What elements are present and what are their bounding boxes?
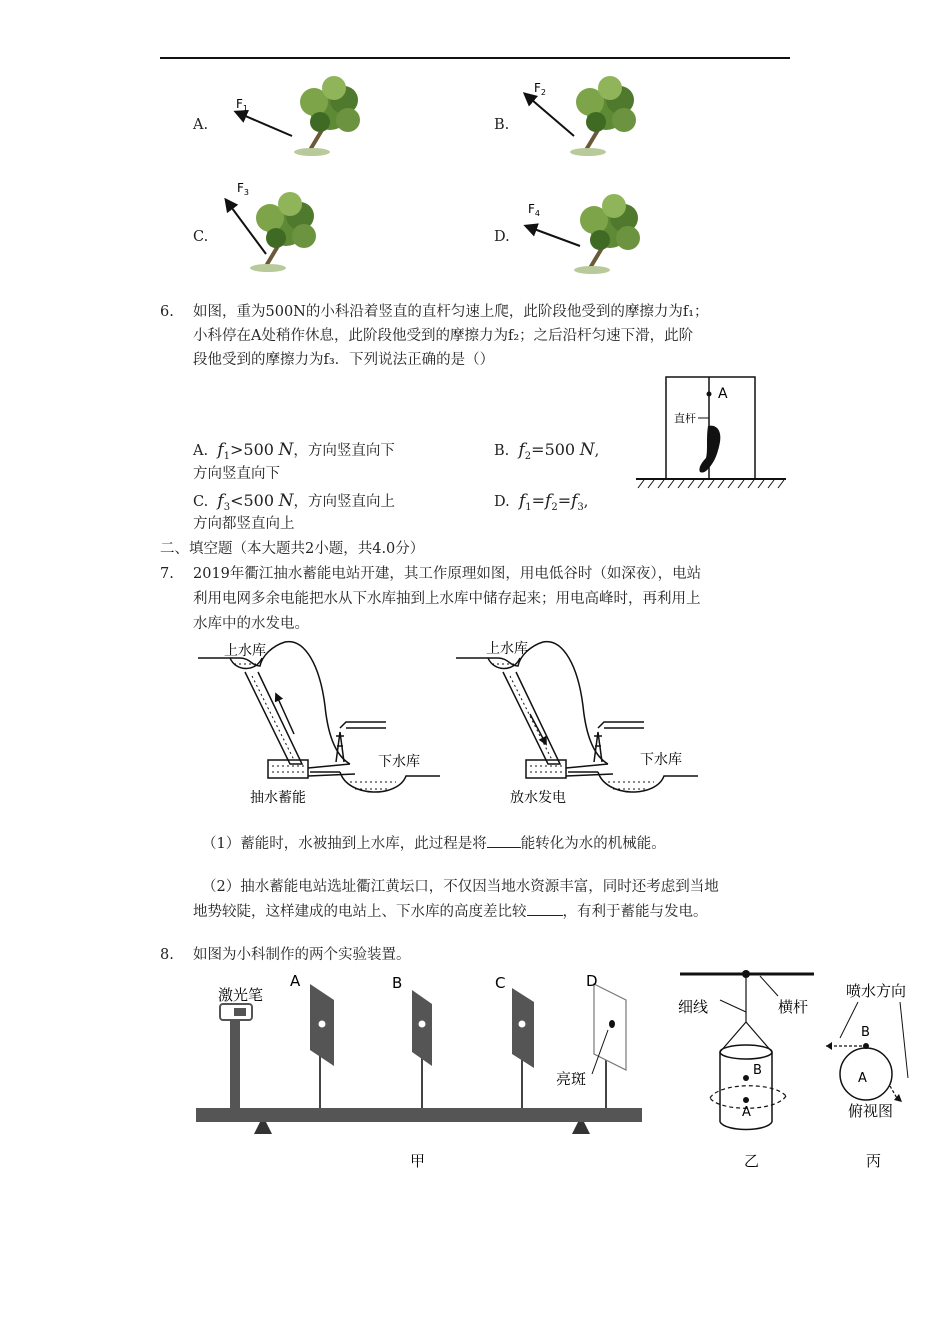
q6-option-a-wrap: 方向竖直向下 bbox=[193, 466, 280, 482]
caption-generating: 放水发电 bbox=[510, 790, 566, 806]
svg-text:F2: $F_2$ bbox=[534, 81, 546, 97]
q7-sub2-line1: （2）抽水蓄能电站选址衢江黄坛口，不仅因当地水资源丰富，同时还考虑到当地 bbox=[202, 879, 719, 895]
bar-label: 横杆 bbox=[778, 998, 809, 1016]
q7-reservoir-figure bbox=[190, 636, 720, 814]
force-f3-label: F bbox=[237, 181, 244, 195]
hole-a bbox=[743, 1097, 749, 1103]
q6-pole-figure bbox=[628, 372, 790, 490]
caption-pumping: 抽水蓄能 bbox=[250, 790, 306, 806]
q7-blank-2[interactable] bbox=[527, 901, 563, 916]
q6-number: 6. bbox=[160, 304, 174, 320]
caption-yi: 乙 bbox=[744, 1152, 760, 1170]
upper-reservoir-label-left: 上水库 bbox=[224, 643, 266, 659]
figure-yi bbox=[678, 970, 814, 1170]
lower-reservoir-label-left: 下水库 bbox=[378, 754, 420, 770]
svg-text:F1: $F_1$ bbox=[236, 97, 248, 113]
force-arrow-f4 bbox=[526, 226, 580, 246]
q7-sub1: （1）蓄能时，水被抽到上水库，此过程是将 能转化为水的机械能。 bbox=[202, 832, 666, 857]
screen-c-label: C bbox=[495, 974, 506, 992]
q6-line1: 如图，重为500N的小科沿着竖直的直杆匀速上爬，此阶段他受到的摩擦力为f₁； bbox=[193, 304, 709, 320]
screen-d bbox=[594, 984, 626, 1070]
generating-diagram bbox=[456, 640, 698, 806]
caption-jia: 甲 bbox=[410, 1152, 426, 1170]
q6-option-a: A. $f_1>500$ N，方向竖直向下 bbox=[193, 440, 395, 462]
svg-text:F3: $F_3$ bbox=[237, 181, 249, 197]
q6-option-c-wrap: 方向都竖直向上 bbox=[193, 516, 295, 532]
force-f1-label: F bbox=[236, 97, 243, 111]
screen-b bbox=[412, 990, 432, 1066]
q7-number: 7. bbox=[160, 566, 174, 582]
header-rule bbox=[160, 57, 790, 59]
q5-tree-figures bbox=[0, 70, 950, 280]
tree-figure-b bbox=[525, 76, 636, 156]
force-arrow-f1 bbox=[236, 112, 292, 136]
top-view-label: 俯视图 bbox=[848, 1102, 894, 1120]
climber-silhouette bbox=[699, 426, 720, 473]
hole-b-label: B bbox=[753, 1063, 762, 1078]
tree-figure-c bbox=[226, 181, 316, 272]
q6-line3: 段他受到的摩擦力为f₃．下列说法正确的是（） bbox=[193, 352, 495, 368]
q7-sub2-line2: 地势较陡，这样建成的电站上、下水库的高度差比较 ，有利于蓄能与发电。 bbox=[193, 900, 708, 925]
q6-option-c: C. $f_3<500$ N，方向竖直向上 bbox=[193, 491, 396, 513]
laser-label: 激光笔 bbox=[218, 986, 264, 1004]
q8-apparatus-figures bbox=[190, 966, 935, 1176]
q7-blank-1[interactable] bbox=[487, 833, 521, 848]
pumping-diagram bbox=[198, 642, 440, 806]
caption-bing: 丙 bbox=[866, 1152, 882, 1170]
screen-d-label: D bbox=[586, 972, 598, 990]
q6-option-d: D. $f_1=f_2=f_3$, bbox=[494, 491, 589, 513]
q7-line2: 利用电网多余电能把水从下水库抽到上水库中储存起来；用电高峰时，再利用上 bbox=[193, 591, 701, 607]
force-f2-label: F bbox=[534, 81, 541, 95]
q8-text: 如图为小科制作的两个实验装置。 bbox=[193, 947, 411, 963]
force-f4-label: F bbox=[528, 202, 535, 216]
hole-b bbox=[743, 1075, 749, 1081]
q6-line2: 小科停在A处稍作休息，此阶段他受到的摩擦力为f₂；之后沿杆匀速下滑，此阶 bbox=[193, 328, 694, 344]
point-a bbox=[707, 392, 712, 397]
q5-option-b-letter: B. bbox=[494, 117, 510, 133]
pole-label: 直杆 bbox=[674, 412, 696, 425]
q5-option-c-letter: C. bbox=[193, 229, 209, 245]
hole-a-label: A bbox=[742, 1105, 751, 1120]
lower-reservoir-label-right: 下水库 bbox=[640, 752, 682, 768]
svg-text:F4: $F_4$ bbox=[528, 202, 540, 218]
light-spot bbox=[609, 1020, 615, 1028]
tree-figure-a bbox=[236, 76, 360, 156]
point-a-label: A bbox=[718, 386, 728, 402]
spot-label: 亮斑 bbox=[556, 1070, 587, 1088]
q7-line3: 水库中的水发电。 bbox=[193, 616, 309, 632]
q6-option-b: B. $f_2=500$ N, bbox=[494, 440, 600, 462]
spray-direction-label: 喷水方向 bbox=[846, 982, 907, 1000]
figure-bing bbox=[826, 982, 908, 1170]
top-view-b-label: B bbox=[861, 1025, 870, 1040]
tree-figure-d bbox=[526, 194, 640, 274]
upper-reservoir-label-right: 上水库 bbox=[486, 641, 528, 657]
q5-option-d-letter: D. bbox=[494, 229, 510, 245]
top-view-a-label: A bbox=[858, 1071, 867, 1086]
force-arrow-f2 bbox=[525, 94, 574, 136]
thread-label: 细线 bbox=[678, 998, 709, 1016]
q7-line1: 2019年衢江抽水蓄能电站开建，其工作原理如图，用电低谷时（如深夜），电站 bbox=[193, 566, 702, 582]
q5-option-a-letter: A. bbox=[193, 117, 209, 133]
screen-b-label: B bbox=[392, 974, 403, 992]
laser-stand bbox=[230, 1018, 240, 1108]
section2-title: 二、填空题（本大题共2小题，共4.0分） bbox=[160, 541, 425, 557]
screen-c bbox=[512, 988, 534, 1068]
figure-jia bbox=[196, 972, 642, 1170]
screen-a-label: A bbox=[290, 972, 301, 990]
q8-number: 8. bbox=[160, 947, 174, 963]
